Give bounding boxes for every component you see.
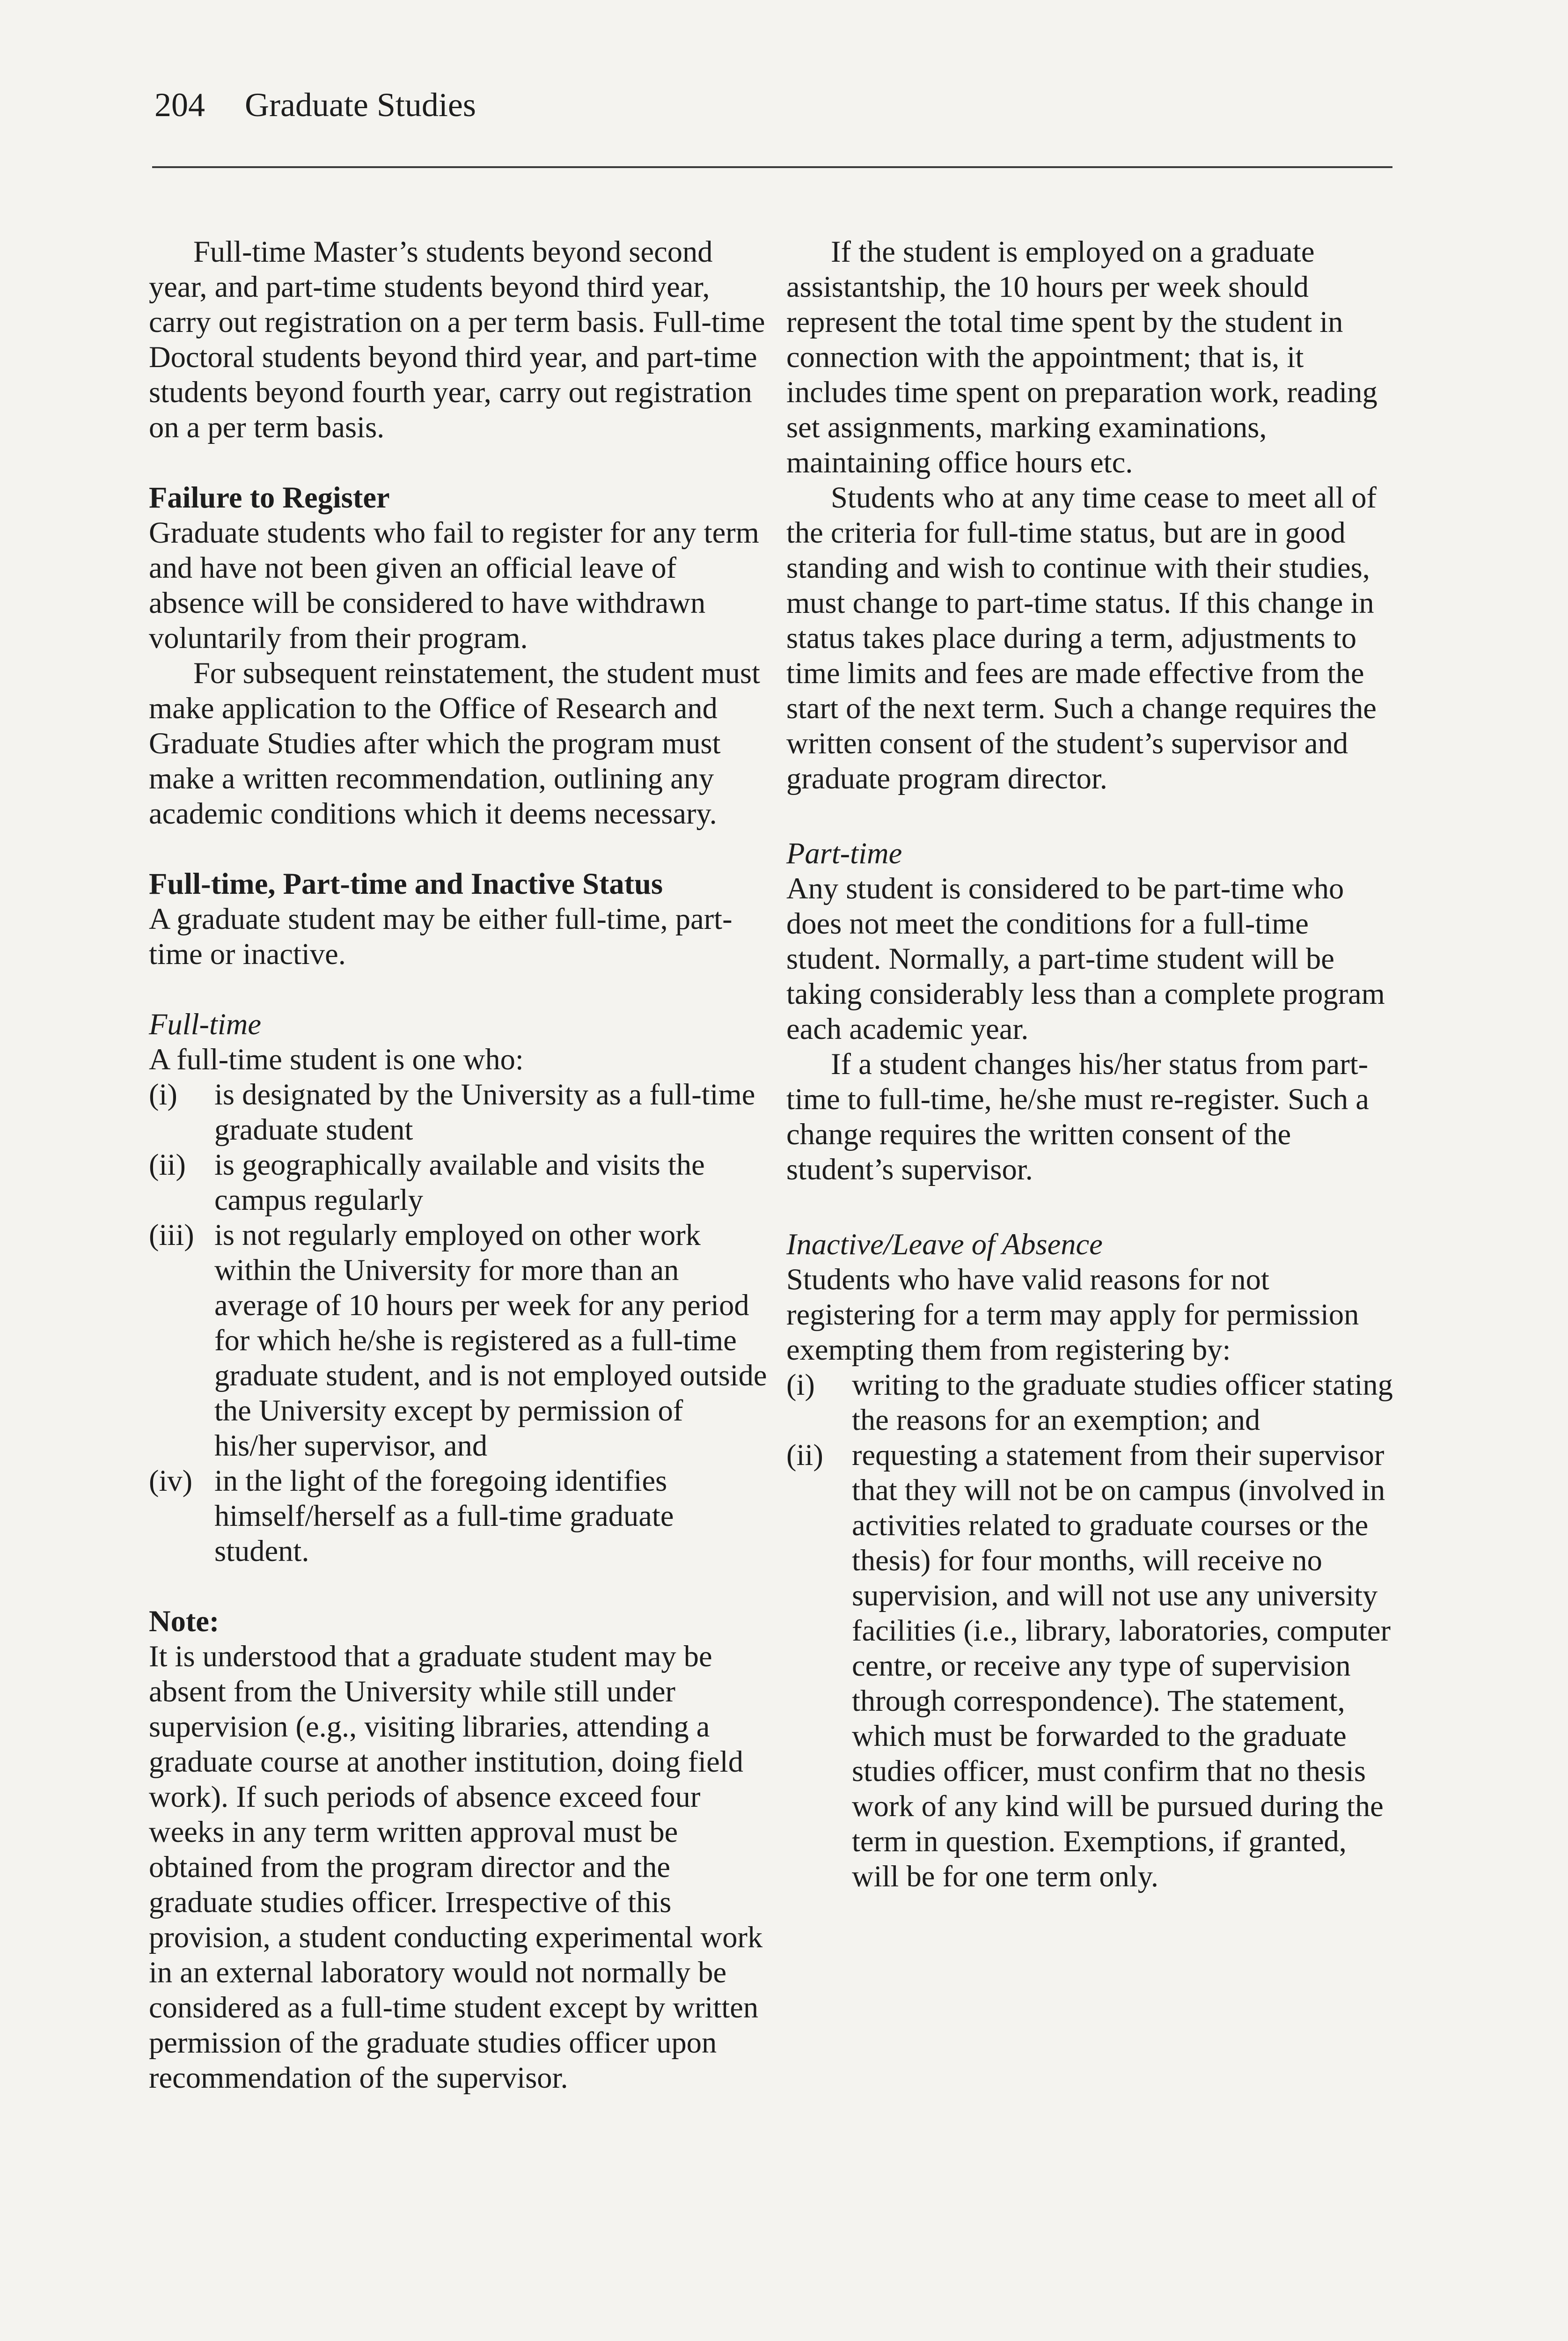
part-time-heading: Part-time [786, 837, 902, 870]
running-title: Graduate Studies [245, 86, 476, 124]
left-column [149, 234, 771, 2095]
list-marker: (ii) [149, 1148, 186, 1181]
list-item [149, 1463, 771, 1568]
page-number: 204 [154, 86, 205, 124]
assistantship-paragraph: If the student is employed on a graduate assistantship, the 10 hours per week should represent the total time spent by the student in connection with the appointment; that is, it includes time spent on preparation work, reading set assignments, marking examinations, maintaining office hours etc. [786, 235, 1377, 479]
list-item [149, 1217, 771, 1463]
exemption-steps-list [786, 1367, 1399, 1894]
inactive-leave-paragraph: Students who have valid reasons for not registering for a term may apply for permission exempting them from registering by: [786, 1263, 1359, 1366]
note-heading: Note: [149, 1605, 220, 1638]
header-rule [152, 166, 1392, 168]
list-marker: (i) [786, 1368, 815, 1401]
list-item-text: writing to the graduate studies officer stating the reasons for an exemption; and [852, 1368, 1393, 1436]
list-marker: (ii) [786, 1438, 823, 1472]
cease-full-time-paragraph: Students who at any time cease to meet all of the criteria for full-time status, but are in good standing and wish to continue with their studies, must change to part-time status. If this change in status takes place during a term, adjustments to time limits and fees are made effective from the start of the next term. Such a change requires the written consent of the student’s supervisor and graduate program director. [786, 481, 1377, 795]
full-time-heading: Full-time [149, 1008, 262, 1041]
list-marker: (iv) [149, 1464, 193, 1497]
list-item [786, 1437, 1399, 1894]
list-marker: (iii) [149, 1218, 194, 1251]
list-item [786, 1367, 1399, 1437]
list-item-text: is designated by the University as a full-time graduate student [214, 1078, 755, 1146]
right-column [786, 234, 1399, 1894]
note-paragraph: It is understood that a graduate student may be absent from the University while still under supervision (e.g., visiting libraries, attending a graduate course at another institution, doing field work). If such periods of absence exceed four weeks in any term written approval must be obtained from the program director and the graduate studies officer. Irrespective of this provision, a student conducting experimental work in an external laboratory would not normally be considered as a full-time student except by written permission of the graduate studies officer upon recommendation of the supervisor. [149, 1640, 763, 2094]
list-item [149, 1147, 771, 1217]
status-heading: Full-time, Part-time and Inactive Status [149, 867, 663, 900]
part-time-paragraph: Any student is considered to be part-time who does not meet the conditions for a full-time student. Normally, a part-time student will be taking considerably less than a complete program each academic year. [786, 872, 1385, 1045]
list-item-text: in the light of the foregoing identifies himself/herself as a full-time graduate student. [214, 1464, 674, 1568]
full-time-criteria-list [149, 1077, 771, 1568]
registration-intro-paragraph: Full-time Master’s students beyond second year, and part-time students beyond third year, carry out registration on a per term basis. Full-time Doctoral students beyond third year, and part-time students beyond fourth year, carry out registration on a per term basis. [149, 235, 765, 444]
list-item [149, 1077, 771, 1147]
failure-to-register-heading: Failure to Register [149, 481, 390, 514]
failure-to-register-paragraph: Graduate students who fail to register for any term and have not been given an official leave of absence will be considered to have withdrawn voluntarily from their program. [149, 516, 759, 655]
list-item-text: requesting a statement from their supervisor that they will not be on campus (involved in activities related to graduate courses or the thesis) for four months, will receive no supervision, and will not use any university facilities (i.e., library, laboratories, computer centre, or receive any type of supervision through correspondence). The statement, which must be forwarded to the graduate studies officer, must confirm that no thesis work of any kind will be pursued during the term in question. Exemptions, if granted, will be for one term only. [852, 1438, 1391, 1893]
full-time-intro: A full-time student is one who: [149, 1043, 524, 1076]
status-paragraph: A graduate student may be either full-time, part-time or inactive. [149, 902, 733, 971]
status-change-paragraph: If a student changes his/her status from part-time to full-time, he/she must re-register. Such a change requires the written consent of the student’s supervisor. [786, 1047, 1369, 1186]
list-item-text: is geographically available and visits the campus regularly [214, 1148, 705, 1216]
inactive-leave-heading: Inactive/Leave of Absence [786, 1228, 1103, 1261]
list-item-text: is not regularly employed on other work within the University for more than an average of 10 hours per week for any period for which he/she is registered as a full-time graduate student, and is not employed outside the University except by permission of his/her supervisor, and [214, 1218, 767, 1462]
reinstatement-paragraph: For subsequent reinstatement, the student must make application to the Office of Research and Graduate Studies after which the program must make a written recommendation, outlining any academic conditions which it deems necessary. [149, 656, 760, 830]
list-marker: (i) [149, 1078, 177, 1111]
running-header [154, 88, 476, 122]
